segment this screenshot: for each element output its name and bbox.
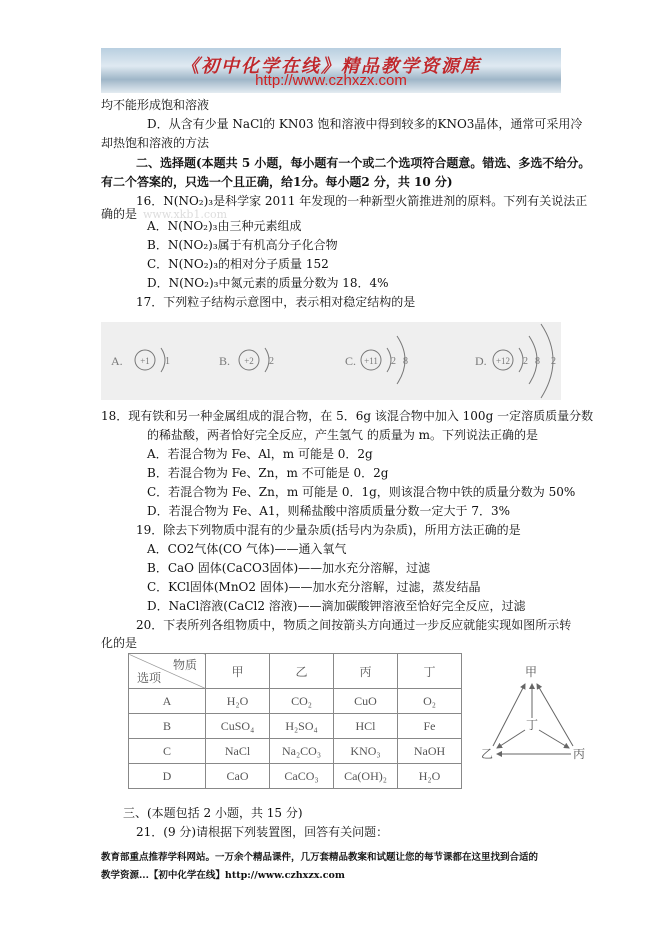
table-row	[129, 714, 462, 739]
shell-count: 8	[403, 356, 408, 367]
table-row	[129, 689, 462, 714]
option: D．若混合物为 Fe、A1，则稀盐酸中溶质质量分数一定大于 7．3%	[147, 504, 510, 518]
table-cell: Fe	[398, 714, 462, 739]
nucleus-charge: +12	[495, 356, 511, 366]
option: B．N(NO₂)₃属于有机高分子化合物	[147, 238, 338, 252]
option-cell: A	[129, 689, 206, 714]
option: C．若混合物为 Fe、Zn，m 可能是 0．1g，则该混合物中铁的质量分数为 50%	[147, 485, 576, 499]
column-header: 丁	[398, 654, 462, 689]
arrow	[497, 730, 525, 748]
shell-count: 1	[165, 356, 170, 367]
node-right: 丙	[572, 747, 586, 761]
column-header: 丙	[334, 654, 398, 689]
nucleus-charge: +11	[364, 356, 378, 366]
table-cell: Ca(OH)₂	[334, 764, 398, 789]
arrow	[539, 730, 569, 748]
option: A．若混合物为 Fe、Al，m 可能是 0．2g	[147, 447, 373, 461]
question-20: 20．下表所列各组物质中，物质之间按箭头方向通过一步反应就能实现如图所示转	[136, 618, 572, 632]
arrow	[493, 684, 525, 746]
section-heading: 二、选择题(本题共 5 小题，每小题有一个或二个选项符合题意。错选、多选不给分。	[136, 156, 591, 170]
table-cell: H₂SO₄	[270, 714, 334, 739]
text-line: 化的是	[101, 636, 138, 650]
option: C．KCl固体(MnO2 固体)——加水充分溶解，过滤，蒸发结晶	[147, 580, 481, 594]
arrow	[537, 684, 573, 746]
substance-table	[128, 653, 462, 789]
section-heading: 有二个答案的，只选一个且正确，给1分。每小题2 分，共 10 分)	[101, 175, 453, 189]
atom-b	[219, 348, 274, 372]
atom-label: A.	[111, 354, 123, 368]
option-cell: C	[129, 739, 206, 764]
column-header: 甲	[206, 654, 270, 689]
atom-label: B.	[219, 354, 231, 368]
table-cell: CuSO₄	[206, 714, 270, 739]
site-banner	[101, 48, 561, 93]
table-cell: KNO₃	[334, 739, 398, 764]
node-left: 乙	[480, 747, 494, 761]
table-cell: H₂O	[398, 764, 462, 789]
table-cell: HCl	[334, 714, 398, 739]
table-header-row	[129, 654, 462, 689]
table-cell: O₂	[398, 689, 462, 714]
option: A．N(NO₂)₃由三种元素组成	[147, 219, 302, 233]
corner-top: 物质	[172, 658, 197, 672]
question-16: 16．N(NO₂)₃是科学家 2011 年发现的一种新型火箭推进剂的原料。下列有关说法正	[136, 194, 588, 208]
option-cell: D	[129, 764, 206, 789]
table-cell: NaCl	[206, 739, 270, 764]
question-21: 21．(9 分)请根据下列装置图，回答有关问题：	[136, 825, 389, 839]
option: D．NaCl溶液(CaCl2 溶液)——滴加碳酸钾溶液至恰好完全反应，过滤	[147, 599, 526, 613]
question-18: 18．现有铁和另一种金属组成的混合物，在 5．6g 该混合物中加入 100g 一定溶质质量分数	[101, 409, 594, 423]
text: 确的是	[101, 207, 138, 221]
table-cell: CaCO₃	[270, 764, 334, 789]
atom-structure-figure	[101, 322, 561, 400]
table-cell: CaO	[206, 764, 270, 789]
question-17: 17．下列粒子结构示意图中，表示相对稳定结构的是	[136, 295, 416, 309]
banner-url: http://www.czhxzx.com	[255, 72, 407, 89]
watermark: www.xkb1.com	[143, 208, 228, 221]
text-line: 却热饱和溶液的方法	[101, 136, 210, 150]
option: B．CaO 固体(CaCO3固体)——加水充分溶解，过滤	[147, 561, 431, 575]
atom-label: D.	[475, 354, 487, 368]
option: C．N(NO₂)₃的相对分子质量 152	[147, 257, 329, 271]
text-line: 的稀盐酸，两者恰好完全反应，产生氢气 的质量为 m。下列说法正确的是	[147, 428, 539, 442]
table-cell: CO₂	[270, 689, 334, 714]
table-cell: H₂O	[206, 689, 270, 714]
table-row	[129, 739, 462, 764]
question-19: 19．除去下列物质中混有的少量杂质(括号内为杂质)，所用方法正确的是	[136, 523, 521, 537]
atom-c	[345, 336, 408, 384]
text-line: D．从含有少量 NaCl的 KN03 饱和溶液中得到较多的KNO3晶体，通常可采用冷	[147, 117, 583, 131]
shell-count: 2	[551, 356, 556, 367]
text-line: 均不能形成饱和溶液	[101, 98, 210, 112]
footer-line: 教育部重点推荐学科网站。一万余个精品课件，几万套精品教案和试题让您的每节课都在这里找到合适的	[101, 852, 539, 863]
option: A．CO2气体(CO 气体)——通入氧气	[147, 542, 347, 556]
section-heading: 三、(本题包括 2 小题，共 15 分)	[123, 806, 303, 820]
table-cell: NaOH	[398, 739, 462, 764]
shell-count: 2	[523, 356, 528, 367]
atom-d	[475, 324, 556, 398]
corner-cell	[129, 654, 206, 689]
banner-title: 《初中化学在线》精品教学资源库	[181, 56, 481, 77]
nucleus-charge: +2	[244, 356, 254, 366]
node-top: 甲	[524, 665, 538, 679]
atom-a	[111, 348, 170, 372]
shell-count: 2	[391, 356, 396, 367]
node-center: 丁	[525, 718, 539, 732]
conversion-diagram	[475, 662, 595, 762]
corner-bottom: 选项	[137, 671, 162, 685]
table-cell: CuO	[334, 689, 398, 714]
column-header: 乙	[270, 654, 334, 689]
atom-label: C.	[345, 354, 357, 368]
option: B．若混合物为 Fe、Zn，m 不可能是 0．2g	[147, 466, 389, 480]
table-cell: Na₂CO₃	[270, 739, 334, 764]
option-cell: B	[129, 714, 206, 739]
nucleus-charge: +1	[140, 356, 150, 366]
table-row	[129, 764, 462, 789]
footer-line: 教学资源...【初中化学在线】http://www.czhxzx.com	[101, 870, 345, 881]
shell-count: 8	[535, 356, 540, 367]
option: D．N(NO₂)₃中氮元素的质量分数为 18．4%	[147, 276, 389, 290]
shell-count: 2	[269, 356, 274, 367]
